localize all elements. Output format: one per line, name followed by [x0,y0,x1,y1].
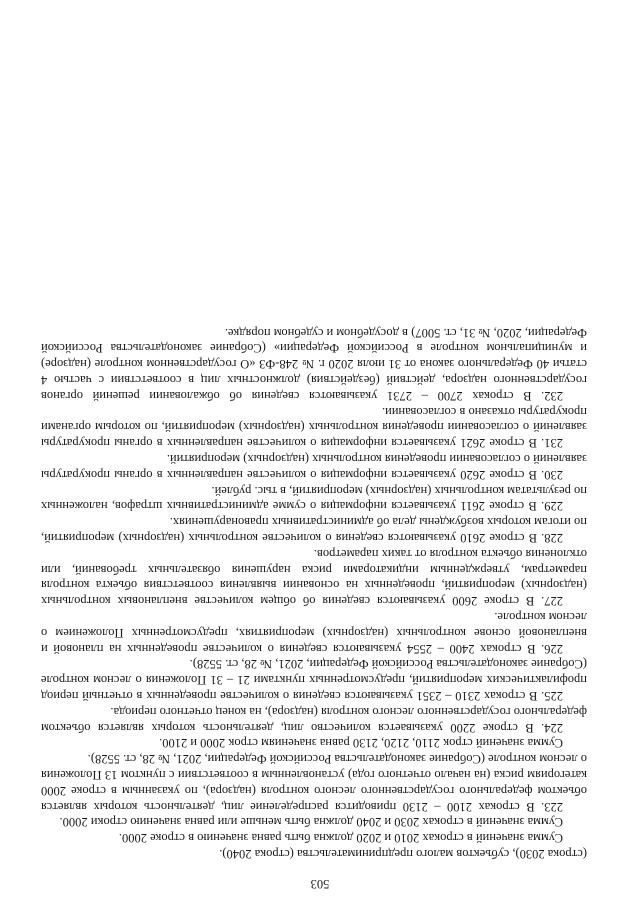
paragraph: 225. В строках 2310 – 2351 указываются сведения о количестве проведенных в отчетный период профилактических мероприятий, предусмотренных пунктами 21 – 31 Положения о лесном контроле (Собрание законодательства Российской Федерации, 2021, № 28, ст. 5528). [41,657,587,704]
paragraph: Сумма значений строк 2110, 2120, 2130 равна значениям строк 2000 и 2100. [159,736,563,751]
page-number: 503 [310,877,330,891]
paragraph: 230. В строке 2620 указывается информация о количестве направленных в органы прокуратуры заявлений о согласовании проведения контрольных (надзорных) мероприятий. [41,452,587,482]
paragraph: 224. В строке 2200 указывается количество лиц, деятельность которых является объектом федерального государственного лесного контроля (надзора), на конец отчетного периода. [41,704,587,735]
paragraph: Сумма значений в строках 2030 и 2040 должна быть меньше или равна значению строки 2000. [59,815,563,830]
body-text [41,324,587,861]
paragraph: 232. В строках 2700 – 2731 указываются сведения об обжаловании решений органов государственного надзора, действий (бездействия) должностных лиц в соответствии с частью 4 статьи 40 Федерального закона от 31 июля 2020 г. № 248-ФЗ «О государственном контроле (надзоре) и муниципальном контроле в Российской Федерации» (Собрание законодательства Российской Федерации, 2020, № 31, ст. 5007) в досудебном и судебном порядке. [41,325,587,403]
paragraph: 229. В строке 2611 указывается информация о сумме административных штрафов, наложенных по результатам контрольных (надзорных) мероприятий, в тыс. рублей. [41,483,587,514]
paragraph: 227. В строке 2600 указываются сведения об общем количестве внеплановых контрольных (надзорных) мероприятий, проведенных на основании выявления соответствия объекта контроля параметрам, утвержденным индикаторами риска нарушения обязательных требований, или отклонения объекта контроля от таких параметров. [41,546,587,609]
paragraph: 226. В строках 2400 – 2554 указываются сведения о количестве проведенных на плановой и внеплановой основе контрольных (надзорных) мероприятиях, предусмотренных Положением о лесном контроле. [41,610,587,656]
paragraph: 228. В строке 2610 указываются сведения о количестве контрольных (надзорных) мероприятий, по итогам которых возбуждены дела об административных правонарушениях. [41,515,587,546]
paragraph: Сумма значений в строках 2010 и 2020 должна быть равна значению в строке 2000. [118,831,563,846]
paragraph: 223. В строках 2100 – 2130 приводится распределение лиц, деятельность которых является объектом федерального государственного лесного контроля (надзора), по указанным в строке 2000 категориям риска (на начало отчетного года) установленным в соответствии с пунктом 13 Положения о лесном контроле (Собрание законодательства Российской Федерации, 2021, № 28, ст. 5528). [41,752,587,814]
paragraph: (строка 2030), субъектов малого предпринимательства (строка 2040). [219,847,587,861]
paragraph: 231. В строке 2621 указывается информация о количестве направленных в органы прокуратуры заявлений о согласовании проведения контрольных (надзорных) мероприятий, по которым органами прокуратуры отказано в согласовании. [41,404,587,451]
